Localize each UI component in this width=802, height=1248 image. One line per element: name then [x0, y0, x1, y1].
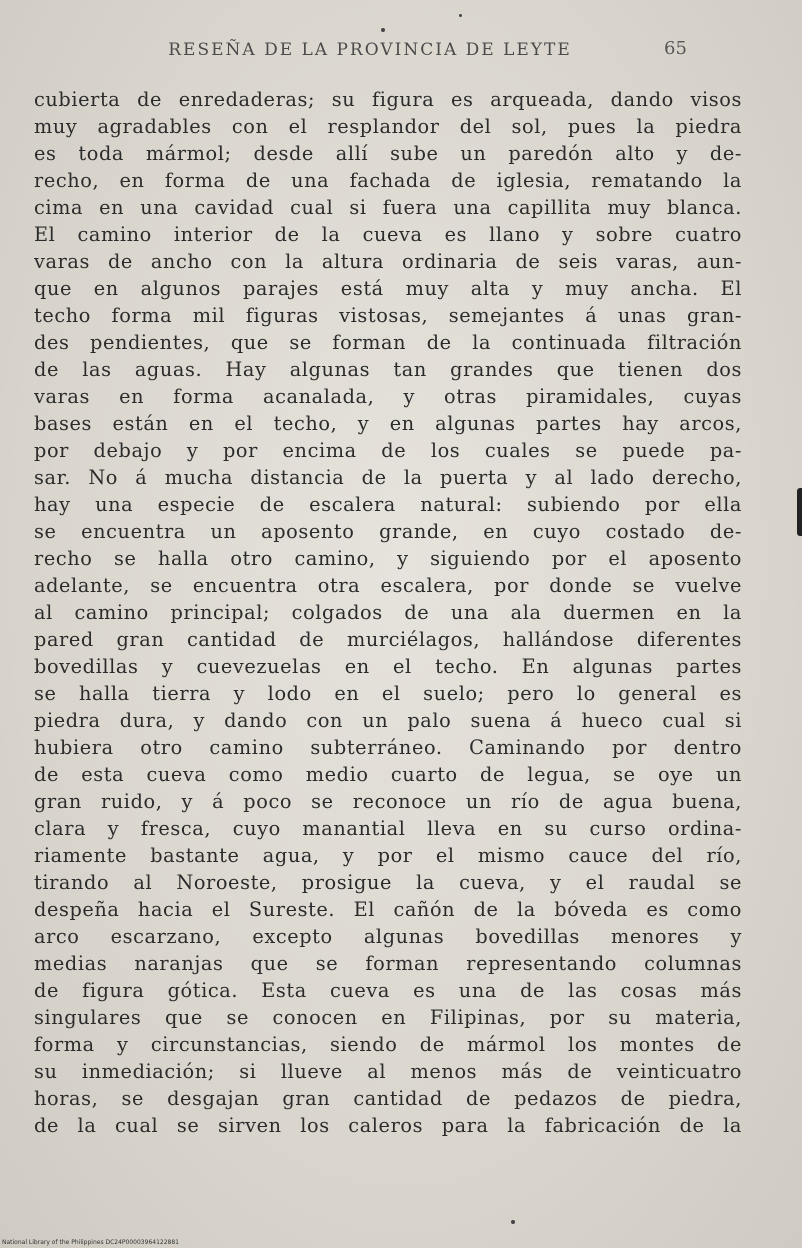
text-line: es toda mármol; desde allí sube un paredón alto y de- — [34, 142, 742, 165]
text-line: varas de ancho con la altura ordinaria de seis varas, aun- — [34, 250, 742, 273]
text-line: medias naranjas que se forman representando columnas — [34, 952, 742, 975]
text-line: hay una especie de escalera natural: subiendo por ella — [34, 493, 742, 516]
text-line: de las aguas. Hay algunas tan grandes que tienen dos — [34, 358, 742, 381]
text-line: horas, se desgajan gran cantidad de pedazos de piedra, — [34, 1087, 742, 1110]
text-line: que en algunos parajes está muy alta y muy ancha. El — [34, 277, 742, 300]
text-line: forma y circunstancias, siendo de mármol los montes de — [34, 1033, 742, 1056]
page-edge-mark — [797, 488, 802, 536]
text-line: singulares que se conocen en Filipinas, por su materia, — [34, 1006, 742, 1029]
text-line: su inmediación; si llueve al menos más de veinticuatro — [34, 1060, 742, 1083]
text-line: clara y fresca, cuyo manantial lleva en su curso ordina- — [34, 817, 742, 840]
text-line: recho, en forma de una fachada de iglesia, rematando la — [34, 169, 742, 192]
body-text — [34, 86, 742, 1139]
text-line: sar. No á mucha distancia de la puerta y al lado derecho, — [34, 466, 742, 489]
ink-speck — [459, 14, 462, 17]
text-line: varas en forma acanalada, y otras piramidales, cuyas — [34, 385, 742, 408]
text-line: pared gran cantidad de murciélagos, hallándose diferentes — [34, 628, 742, 651]
text-line: bovedillas y cuevezuelas en el techo. En algunas partes — [34, 655, 742, 678]
text-line: cubierta de enredaderas; su figura es arqueada, dando visos — [34, 88, 742, 111]
page-number: 65 — [664, 38, 687, 59]
library-watermark: National Library of the Philippines DC24P00003964122881 — [2, 1239, 179, 1246]
text-line: se encuentra un aposento grande, en cuyo costado de- — [34, 520, 742, 543]
text-line: recho se halla otro camino, y siguiendo por el aposento — [34, 547, 742, 570]
text-line: al camino principal; colgados de una ala duermen en la — [34, 601, 742, 624]
text-line: bases están en el techo, y en algunas partes hay arcos, — [34, 412, 742, 435]
text-line: El camino interior de la cueva es llano y sobre cuatro — [34, 223, 742, 246]
text-line: de esta cueva como medio cuarto de legua, se oye un — [34, 763, 742, 786]
running-header: RESEÑA DE LA PROVINCIA DE LEYTE — [168, 40, 572, 60]
text-line: arco escarzano, excepto algunas bovedillas menores y — [34, 925, 742, 948]
text-line: de figura gótica. Esta cueva es una de las cosas más — [34, 979, 742, 1002]
ink-speck — [511, 1220, 515, 1224]
text-line: por debajo y por encima de los cuales se puede pa- — [34, 439, 742, 462]
text-line: de la cual se sirven los caleros para la fabricación de la — [34, 1114, 742, 1137]
text-line: muy agradables con el resplandor del sol, pues la piedra — [34, 115, 742, 138]
text-line: cima en una cavidad cual si fuera una capillita muy blanca. — [34, 196, 742, 219]
text-line: gran ruido, y á poco se reconoce un río de agua buena, — [34, 790, 742, 813]
text-line: techo forma mil figuras vistosas, semejantes á unas gran- — [34, 304, 742, 327]
ink-speck — [381, 28, 385, 32]
text-line: riamente bastante agua, y por el mismo cauce del río, — [34, 844, 742, 867]
text-line: adelante, se encuentra otra escalera, por donde se vuelve — [34, 574, 742, 597]
text-line: se halla tierra y lodo en el suelo; pero lo general es — [34, 682, 742, 705]
text-line: hubiera otro camino subterráneo. Caminando por dentro — [34, 736, 742, 759]
text-line: tirando al Noroeste, prosigue la cueva, y el raudal se — [34, 871, 742, 894]
text-line: despeña hacia el Sureste. El cañón de la bóveda es como — [34, 898, 742, 921]
text-line: des pendientes, que se forman de la continuada filtración — [34, 331, 742, 354]
text-line: piedra dura, y dando con un palo suena á hueco cual si — [34, 709, 742, 732]
